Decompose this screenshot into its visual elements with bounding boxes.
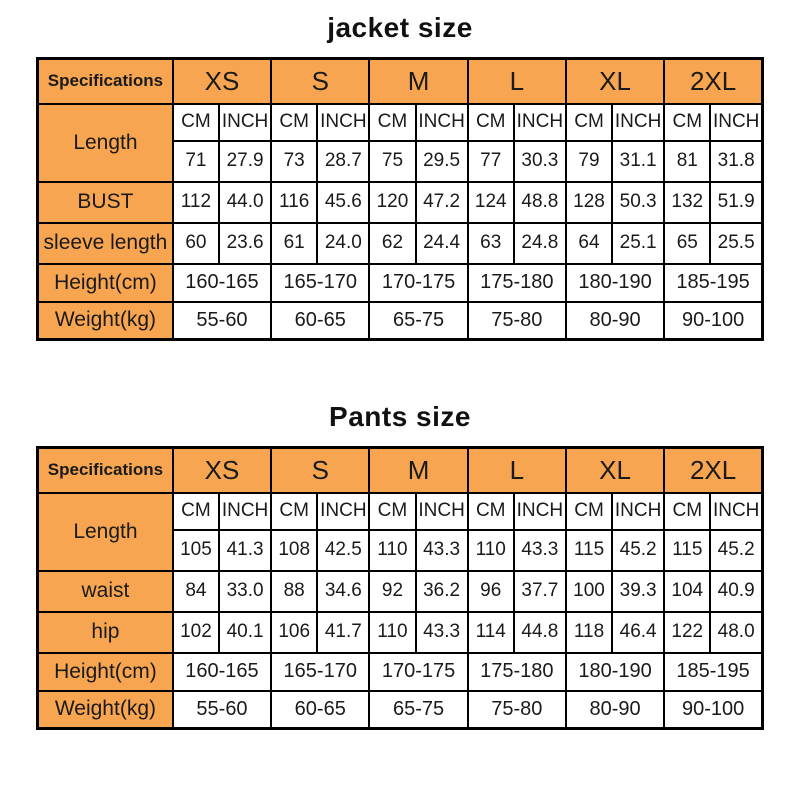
unit-header-row xyxy=(38,104,763,141)
measurement-value-cell: 73 xyxy=(271,141,317,182)
range-value-cell: 165-170 xyxy=(271,653,369,691)
unit-header-cell: INCH xyxy=(317,104,369,141)
table-row xyxy=(38,612,763,653)
measurement-value-cell: 44.8 xyxy=(514,612,566,653)
range-value-cell: 160-165 xyxy=(173,264,271,302)
measurement-value-cell: 106 xyxy=(271,612,317,653)
measurement-value-cell: 29.5 xyxy=(416,141,468,182)
table-row xyxy=(38,691,763,729)
unit-header-cell: INCH xyxy=(710,493,762,530)
row-label-cell: Height(cm) xyxy=(38,653,173,691)
measurement-value-cell: 124 xyxy=(468,182,514,223)
measurement-value-cell: 25.1 xyxy=(612,223,664,264)
size-header-cell: S xyxy=(271,448,369,493)
jacket-size-table xyxy=(36,57,764,341)
row-label-cell: hip xyxy=(38,612,173,653)
unit-header-cell: CM xyxy=(468,104,514,141)
measurement-value-cell: 108 xyxy=(271,530,317,571)
size-header-cell: XL xyxy=(566,448,664,493)
unit-header-cell: INCH xyxy=(219,493,271,530)
measurement-value-cell: 43.3 xyxy=(416,530,468,571)
measurement-value-cell: 40.1 xyxy=(219,612,271,653)
measurement-value-cell: 104 xyxy=(664,571,710,612)
measurement-value-cell: 44.0 xyxy=(219,182,271,223)
range-value-cell: 65-75 xyxy=(369,691,467,729)
range-value-cell: 175-180 xyxy=(468,264,566,302)
pants-table-title: Pants size xyxy=(329,401,471,432)
measurement-value-cell: 48.0 xyxy=(710,612,762,653)
unit-header-cell: INCH xyxy=(612,104,664,141)
measurement-value-cell: 43.3 xyxy=(416,612,468,653)
range-value-cell: 90-100 xyxy=(664,691,762,729)
measurement-value-cell: 30.3 xyxy=(514,141,566,182)
measurement-value-cell: 81 xyxy=(664,141,710,182)
unit-header-cell: INCH xyxy=(416,104,468,141)
row-label-cell: Height(cm) xyxy=(38,264,173,302)
measurement-value-cell: 39.3 xyxy=(612,571,664,612)
row-label-cell: Weight(kg) xyxy=(38,691,173,729)
size-header-cell: L xyxy=(468,59,566,104)
measurement-value-cell: 37.7 xyxy=(514,571,566,612)
measurement-value-cell: 34.6 xyxy=(317,571,369,612)
range-value-cell: 180-190 xyxy=(566,264,664,302)
jacket-size-section xyxy=(0,12,800,341)
size-header-cell: M xyxy=(369,448,467,493)
measurement-value-cell: 41.7 xyxy=(317,612,369,653)
range-value-cell: 170-175 xyxy=(369,653,467,691)
row-label-cell: Weight(kg) xyxy=(38,302,173,340)
range-value-cell: 80-90 xyxy=(566,691,664,729)
table-row xyxy=(38,653,763,691)
measurement-value-cell: 40.9 xyxy=(710,571,762,612)
measurement-value-cell: 77 xyxy=(468,141,514,182)
measurement-value-cell: 71 xyxy=(173,141,219,182)
measurement-value-cell: 114 xyxy=(468,612,514,653)
measurement-value-cell: 60 xyxy=(173,223,219,264)
table-row xyxy=(38,571,763,612)
size-header-cell: L xyxy=(468,448,566,493)
measurement-value-cell: 31.1 xyxy=(612,141,664,182)
measurement-value-cell: 115 xyxy=(566,530,612,571)
row-label-cell: Length xyxy=(38,104,173,182)
unit-header-cell: CM xyxy=(173,104,219,141)
measurement-value-cell: 115 xyxy=(664,530,710,571)
unit-header-cell: INCH xyxy=(416,493,468,530)
measurement-value-cell: 43.3 xyxy=(514,530,566,571)
unit-header-cell: INCH xyxy=(317,493,369,530)
measurement-value-cell: 41.3 xyxy=(219,530,271,571)
size-header-cell: XL xyxy=(566,59,664,104)
range-value-cell: 170-175 xyxy=(369,264,467,302)
range-value-cell: 185-195 xyxy=(664,653,762,691)
measurement-value-cell: 36.2 xyxy=(416,571,468,612)
unit-header-cell: CM xyxy=(468,493,514,530)
table-row xyxy=(38,223,763,264)
unit-header-cell: CM xyxy=(369,104,415,141)
row-label-cell: Length xyxy=(38,493,173,571)
measurement-value-cell: 47.2 xyxy=(416,182,468,223)
measurement-value-cell: 122 xyxy=(664,612,710,653)
spec-header-cell: Specifications xyxy=(38,448,173,493)
measurement-value-cell: 88 xyxy=(271,571,317,612)
measurement-value-cell: 110 xyxy=(468,530,514,571)
unit-header-row xyxy=(38,493,763,530)
measurement-value-cell: 92 xyxy=(369,571,415,612)
measurement-value-cell: 23.6 xyxy=(219,223,271,264)
measurement-value-cell: 84 xyxy=(173,571,219,612)
row-label-cell: sleeve length xyxy=(38,223,173,264)
measurement-value-cell: 79 xyxy=(566,141,612,182)
size-header-row xyxy=(38,448,763,493)
measurement-value-cell: 100 xyxy=(566,571,612,612)
measurement-value-cell: 110 xyxy=(369,530,415,571)
measurement-value-cell: 25.5 xyxy=(710,223,762,264)
unit-header-cell: CM xyxy=(173,493,219,530)
measurement-value-cell: 51.9 xyxy=(710,182,762,223)
measurement-value-cell: 116 xyxy=(271,182,317,223)
range-value-cell: 75-80 xyxy=(468,691,566,729)
measurement-value-cell: 24.0 xyxy=(317,223,369,264)
unit-header-cell: INCH xyxy=(612,493,664,530)
unit-header-cell: INCH xyxy=(710,104,762,141)
unit-header-cell: INCH xyxy=(514,493,566,530)
unit-header-cell: INCH xyxy=(514,104,566,141)
measurement-value-cell: 28.7 xyxy=(317,141,369,182)
unit-header-cell: CM xyxy=(664,104,710,141)
measurement-value-cell: 45.2 xyxy=(612,530,664,571)
size-header-cell: 2XL xyxy=(664,59,762,104)
range-value-cell: 90-100 xyxy=(664,302,762,340)
range-value-cell: 165-170 xyxy=(271,264,369,302)
measurement-value-cell: 27.9 xyxy=(219,141,271,182)
measurement-value-cell: 128 xyxy=(566,182,612,223)
row-label-cell: BUST xyxy=(38,182,173,223)
measurement-value-cell: 45.6 xyxy=(317,182,369,223)
size-header-row xyxy=(38,59,763,104)
range-value-cell: 55-60 xyxy=(173,691,271,729)
measurement-value-cell: 31.8 xyxy=(710,141,762,182)
measurement-value-cell: 61 xyxy=(271,223,317,264)
measurement-value-cell: 24.4 xyxy=(416,223,468,264)
pants-size-table xyxy=(36,446,764,730)
range-value-cell: 65-75 xyxy=(369,302,467,340)
row-label-cell: waist xyxy=(38,571,173,612)
measurement-value-cell: 42.5 xyxy=(317,530,369,571)
range-value-cell: 180-190 xyxy=(566,653,664,691)
measurement-value-cell: 65 xyxy=(664,223,710,264)
unit-header-cell: CM xyxy=(664,493,710,530)
range-value-cell: 75-80 xyxy=(468,302,566,340)
measurement-value-cell: 96 xyxy=(468,571,514,612)
table-row xyxy=(38,182,763,223)
range-value-cell: 60-65 xyxy=(271,302,369,340)
unit-header-cell: CM xyxy=(566,493,612,530)
measurement-value-cell: 33.0 xyxy=(219,571,271,612)
range-value-cell: 175-180 xyxy=(468,653,566,691)
measurement-value-cell: 110 xyxy=(369,612,415,653)
measurement-value-cell: 45.2 xyxy=(710,530,762,571)
unit-header-cell: INCH xyxy=(219,104,271,141)
unit-header-cell: CM xyxy=(369,493,415,530)
pants-size-section xyxy=(0,401,800,730)
measurement-value-cell: 64 xyxy=(566,223,612,264)
measurement-value-cell: 63 xyxy=(468,223,514,264)
measurement-value-cell: 48.8 xyxy=(514,182,566,223)
measurement-value-cell: 102 xyxy=(173,612,219,653)
size-header-cell: XS xyxy=(173,448,271,493)
range-value-cell: 80-90 xyxy=(566,302,664,340)
size-header-cell: M xyxy=(369,59,467,104)
unit-header-cell: CM xyxy=(271,493,317,530)
measurement-value-cell: 132 xyxy=(664,182,710,223)
measurement-value-cell: 50.3 xyxy=(612,182,664,223)
measurement-value-cell: 118 xyxy=(566,612,612,653)
measurement-value-cell: 62 xyxy=(369,223,415,264)
measurement-value-cell: 24.8 xyxy=(514,223,566,264)
spec-header-cell: Specifications xyxy=(38,59,173,104)
size-header-cell: XS xyxy=(173,59,271,104)
measurement-value-cell: 75 xyxy=(369,141,415,182)
unit-header-cell: CM xyxy=(566,104,612,141)
size-header-cell: 2XL xyxy=(664,448,762,493)
table-row xyxy=(38,264,763,302)
table-row xyxy=(38,302,763,340)
measurement-value-cell: 46.4 xyxy=(612,612,664,653)
range-value-cell: 55-60 xyxy=(173,302,271,340)
measurement-value-cell: 120 xyxy=(369,182,415,223)
unit-header-cell: CM xyxy=(271,104,317,141)
measurement-value-cell: 105 xyxy=(173,530,219,571)
range-value-cell: 160-165 xyxy=(173,653,271,691)
measurement-value-cell: 112 xyxy=(173,182,219,223)
jacket-table-title: jacket size xyxy=(327,12,473,43)
range-value-cell: 60-65 xyxy=(271,691,369,729)
size-header-cell: S xyxy=(271,59,369,104)
range-value-cell: 185-195 xyxy=(664,264,762,302)
